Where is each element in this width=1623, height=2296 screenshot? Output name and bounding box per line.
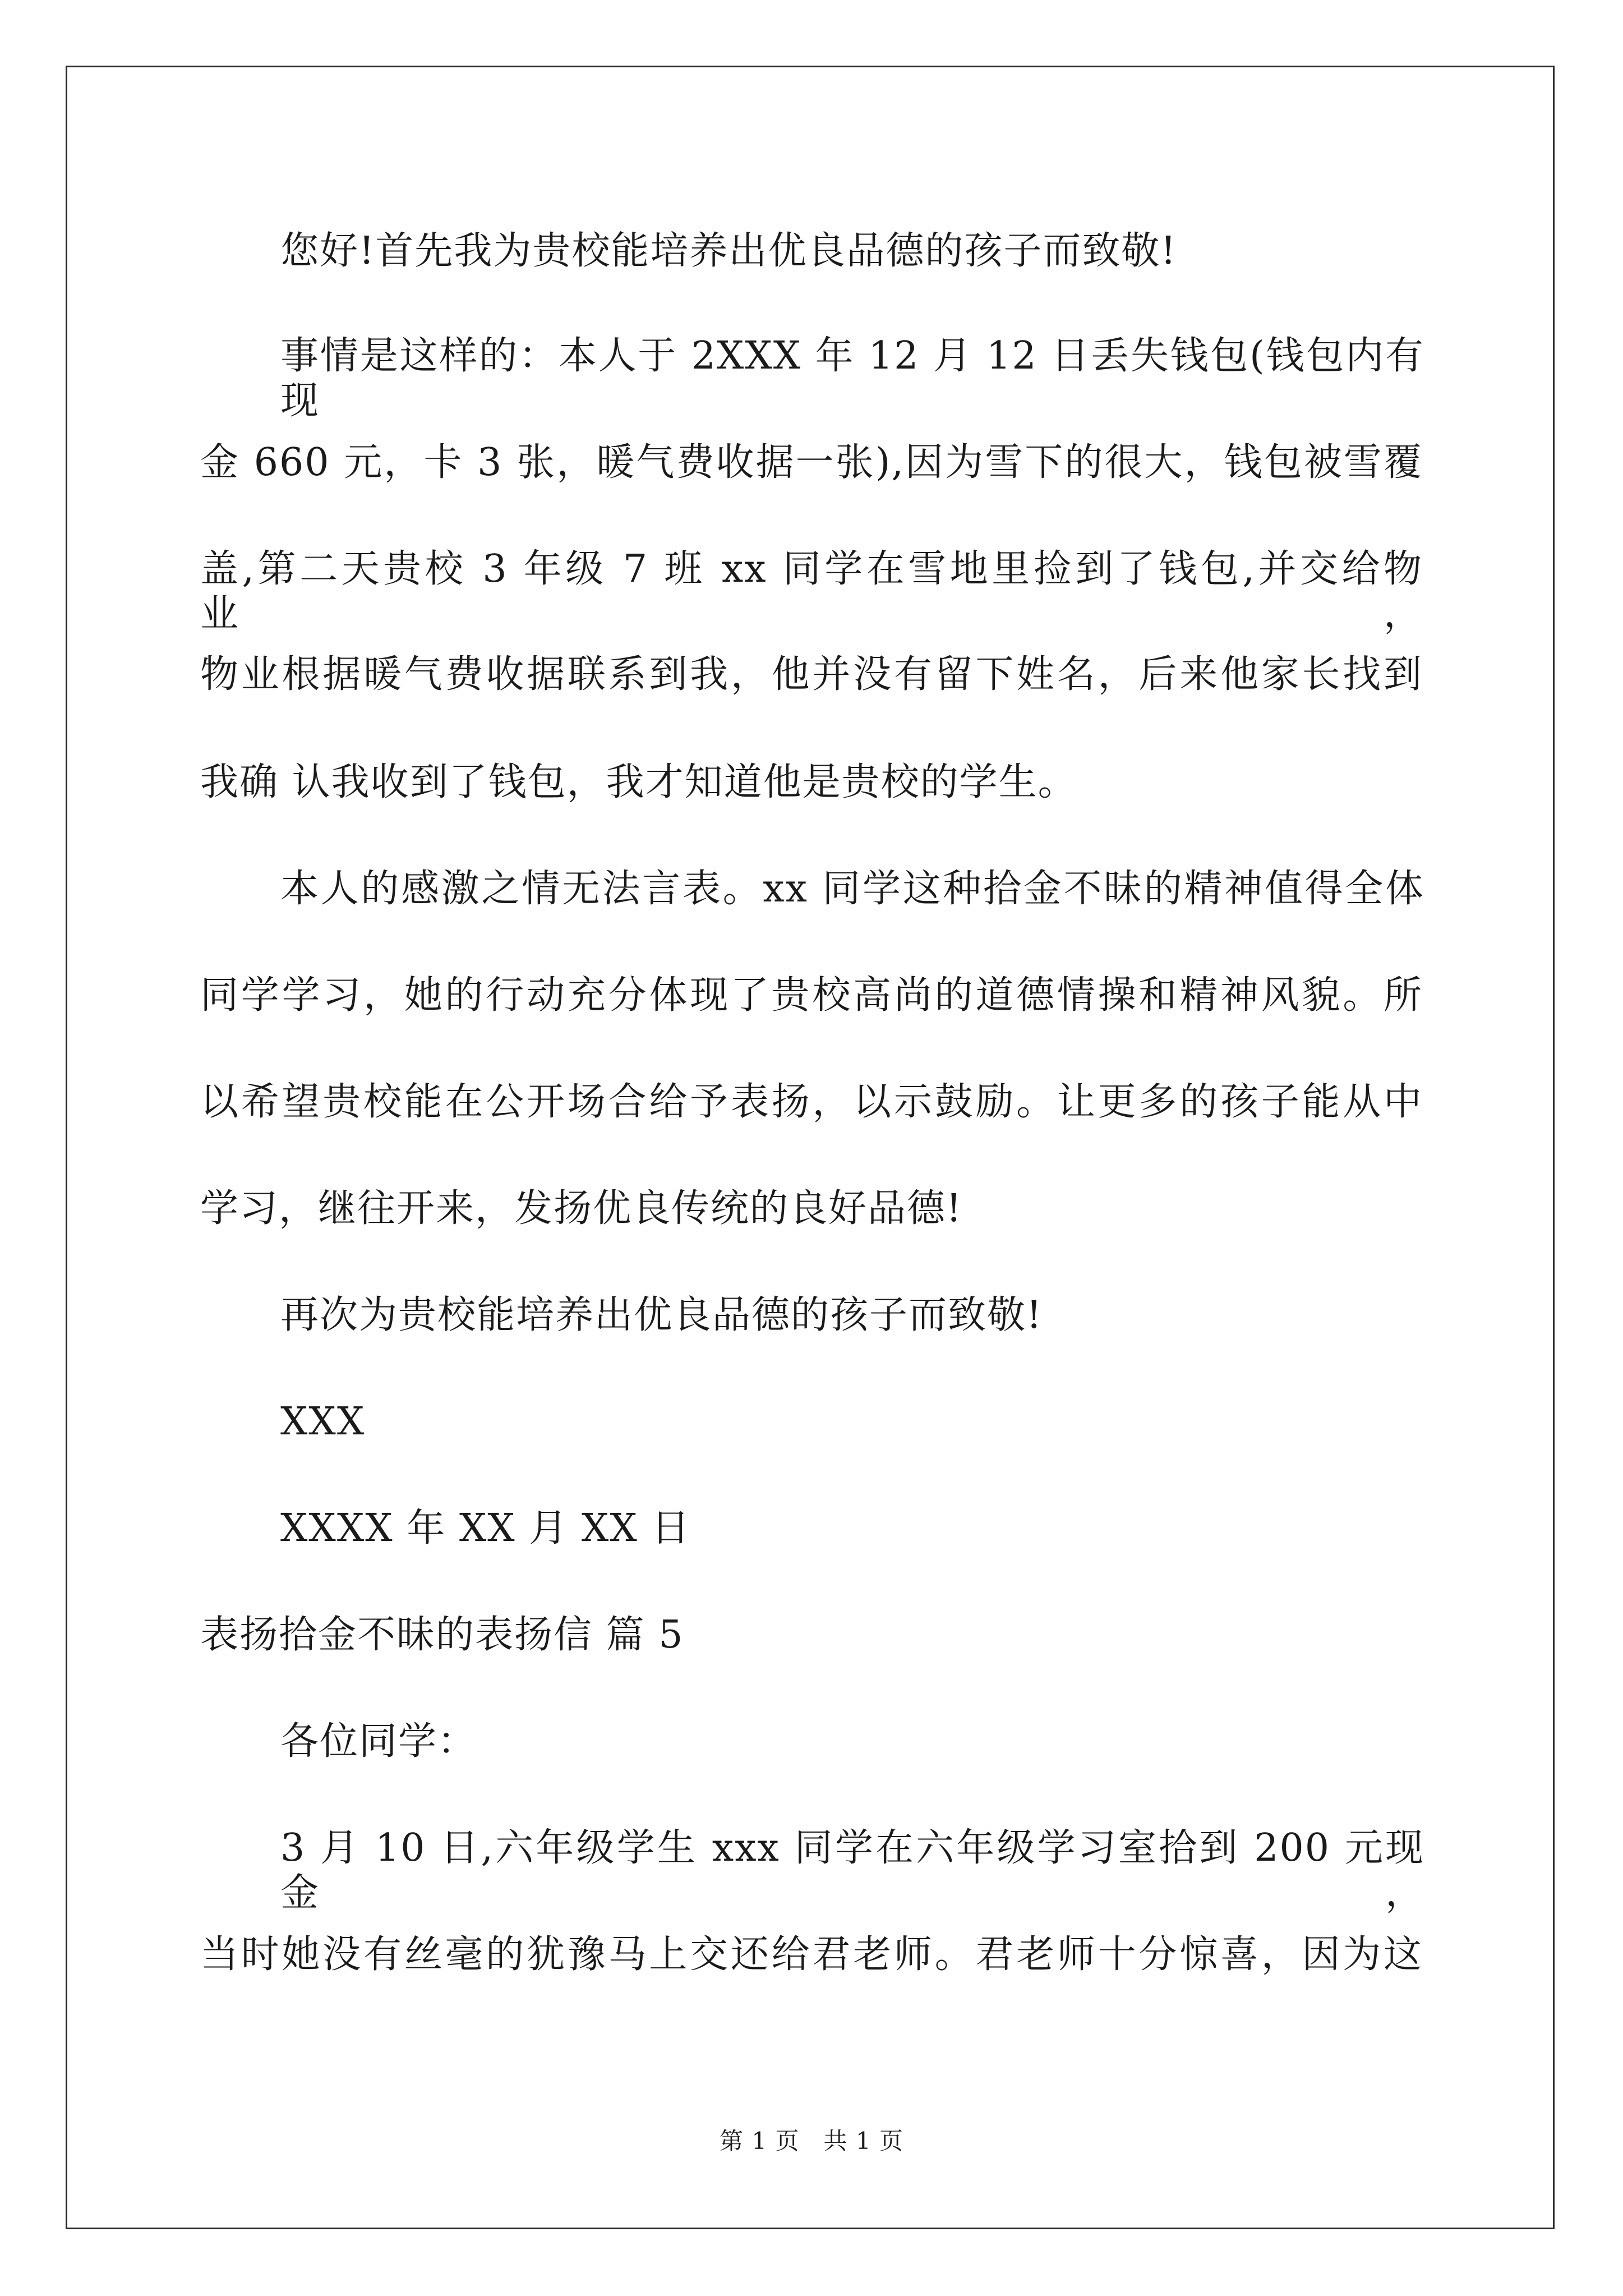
greeting-line: 您好!首先我为贵校能培养出优良品德的孩子而致敬! xyxy=(280,229,1177,273)
salutation: 各位同学： xyxy=(280,1719,477,1764)
paragraph-2-line-1: 本人的感激之情无法言表。xx 同学这种拾金不昧的精神值得全体 xyxy=(280,867,1424,911)
closing-line: 再次为贵校能培养出优良品德的孩子而致敬! xyxy=(280,1293,1043,1337)
signature-date: XXXX 年 XX 月 XX 日 xyxy=(280,1506,691,1550)
paragraph-2-line-2: 同学学习，她的行动充分体现了贵校高尚的道德情操和精神风貌。所 xyxy=(200,973,1423,1018)
paragraph-1-line-2: 金 660 元，卡 3 张，暖气费收据一张),因为雪下的很大，钱包被雪覆 xyxy=(200,440,1423,485)
paragraph-1-line-4: 物业根据暖气费收据联系到我，他并没有留下姓名，后来他家长找到 xyxy=(200,652,1423,697)
paragraph-2-line-4: 学习，继往开来，发扬优良传统的良好品德! xyxy=(200,1186,963,1231)
page-footer: 第 1 页 共 1 页 xyxy=(720,2127,903,2155)
paragraph-3-line-2: 当时她没有丝毫的犹豫马上交还给君老师。君老师十分惊喜，因为这 xyxy=(200,1932,1423,1977)
paragraph-3-line-1: 3 月 10 日,六年级学生 xxx 同学在六年级学习室拾到 200 元现金， xyxy=(280,1826,1424,1915)
section-heading: 表扬拾金不昧的表扬信 篇 5 xyxy=(200,1613,684,1657)
paragraph-2-line-3: 以希望贵校能在公开场合给予表扬，以示鼓励。让更多的孩子能从中 xyxy=(200,1080,1423,1124)
paragraph-1-line-3: 盖,第二天贵校 3 年级 7 班 xx 同学在雪地里捡到了钱包,并交给物业， xyxy=(200,547,1423,636)
signature: XXX xyxy=(280,1400,366,1444)
paragraph-1-line-5: 我确 认我收到了钱包，我才知道他是贵校的学生。 xyxy=(200,760,1077,804)
paragraph-1-line-1: 事情是这样的：本人于 2XXX 年 12 月 12 日丢失钱包(钱包内有现 xyxy=(280,334,1424,423)
